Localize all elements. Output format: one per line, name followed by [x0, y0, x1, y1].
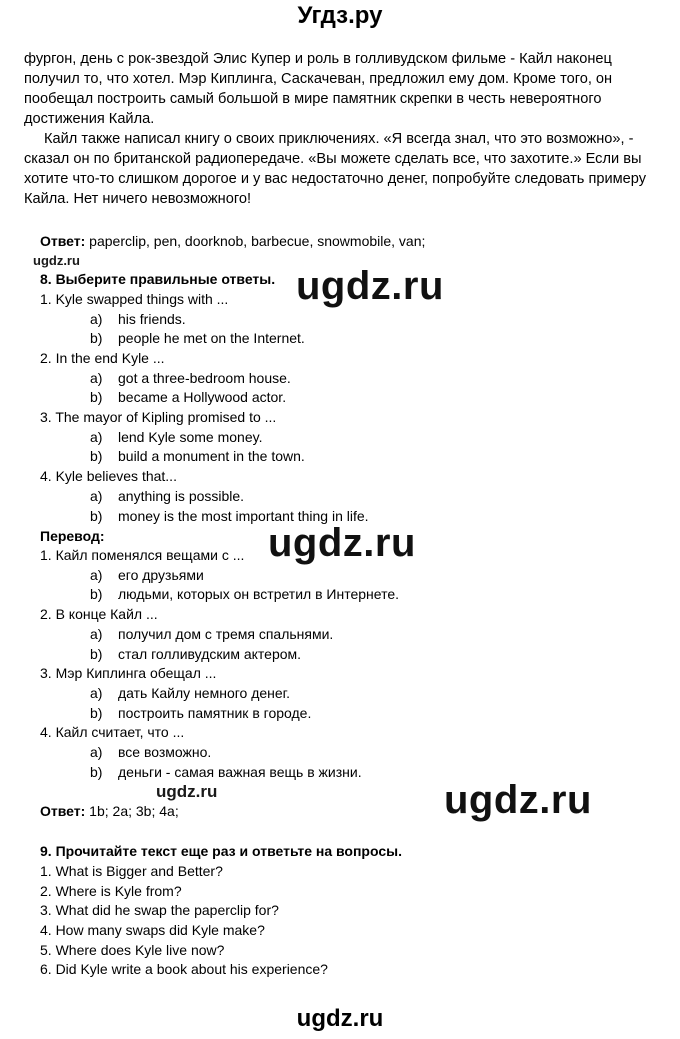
- option-a: [90, 368, 291, 388]
- watermark-big: ugdz.ru: [296, 264, 444, 308]
- option-letter: a): [90, 744, 103, 760]
- option-letter: a): [90, 685, 103, 701]
- option-letter: a): [90, 370, 103, 386]
- option-text: его друзьями: [118, 567, 204, 583]
- translation-option-b: [90, 762, 362, 782]
- option-text: стал голливудским актером.: [118, 646, 302, 662]
- answer-label: Ответ:: [40, 233, 86, 249]
- answer-text: paperclip, pen, doorknob, barbecue, snowmobile, van;: [85, 233, 426, 249]
- story-paragraph: фургон, день с рок-звездой Элис Купер и роль в голливудском фильме - Кайл наконец получил то, что хотел. Мэр Киплинга, Саскачеван, предложил ему дом. Кроме того, он пообещал построить самый большой в мире памятник скрепки в честь невероятного достижения Кайла.: [24, 51, 613, 127]
- option-letter: b): [90, 448, 103, 464]
- option-text: построить памятник в городе.: [118, 705, 312, 721]
- translation-option-a: [90, 565, 204, 585]
- answer-label: Ответ:: [40, 803, 86, 819]
- story-text: [24, 49, 664, 209]
- option-text: получил дом с тремя спальнями.: [118, 626, 334, 642]
- option-letter: a): [90, 567, 103, 583]
- translation-question: 2. В конце Кайл ...: [40, 606, 158, 622]
- option-letter: a): [90, 488, 103, 504]
- answer-8: [40, 801, 179, 821]
- option-letter: b): [90, 389, 103, 405]
- option-a: [90, 486, 244, 506]
- option-letter: b): [90, 508, 103, 524]
- option-text: все возможно.: [118, 744, 212, 760]
- question: 6. Did Kyle write a book about his experience?: [40, 961, 328, 977]
- option-letter: a): [90, 429, 103, 445]
- option-b: [90, 387, 286, 407]
- question: 2. In the end Kyle ...: [40, 350, 165, 366]
- site-title: Угдз.ру: [297, 2, 383, 29]
- option-letter: b): [90, 586, 103, 602]
- option-text: got a three-bedroom house.: [118, 370, 291, 386]
- question: 1. What is Bigger and Better?: [40, 863, 223, 879]
- translation-question: 4. Кайл считает, что ...: [40, 724, 185, 740]
- translation-option-b: [90, 644, 301, 664]
- watermark-footer: ugdz.ru: [296, 1005, 384, 1032]
- option-letter: b): [90, 330, 103, 346]
- translation-option-a: [90, 742, 211, 762]
- question: 3. The mayor of Kipling promised to ...: [40, 409, 277, 425]
- option-letter: b): [90, 705, 103, 721]
- question: 2. Where is Kyle from?: [40, 883, 182, 899]
- option-letter: a): [90, 311, 103, 327]
- watermark-big: ugdz.ru: [444, 778, 592, 822]
- answer-7: [40, 231, 425, 251]
- question: 4. Kyle believes that...: [40, 468, 177, 484]
- option-text: lend Kyle some money.: [118, 429, 263, 445]
- option-letter: a): [90, 626, 103, 642]
- question: 4. How many swaps did Kyle make?: [40, 922, 265, 938]
- option-text: people he met on the Internet.: [118, 330, 305, 346]
- translation-question: 1. Кайл поменялся вещами с ...: [40, 547, 245, 563]
- option-text: деньги - самая важная вещь в жизни.: [118, 764, 362, 780]
- option-text: дать Кайлу немного денег.: [118, 685, 290, 701]
- option-text: build a monument in the town.: [118, 448, 305, 464]
- translation-option-a: [90, 683, 290, 703]
- option-text: money is the most important thing in life.: [118, 508, 369, 524]
- option-b: [90, 328, 305, 348]
- translation-option-b: [90, 584, 399, 604]
- option-text: became a Hollywood actor.: [118, 389, 287, 405]
- watermark-small: ugdz.ru: [33, 253, 80, 268]
- option-a: [90, 427, 262, 447]
- option-text: anything is possible.: [118, 488, 245, 504]
- question: 3. What did he swap the paperclip for?: [40, 902, 279, 918]
- translation-option-b: [90, 703, 311, 723]
- story-paragraph: Кайл также написал книгу о своих приключениях. «Я всегда знал, что это возможно», - сказал он по британской радиопередаче. «Вы можете сделать все, что захотите.» Если вы хотите что-то слишком дорогое и у вас недостаточно денег, попробуйте следовать примеру Кайла. Нет ничего невозможного!: [24, 131, 647, 207]
- option-b: [90, 446, 305, 466]
- translation-label: Перевод:: [40, 528, 105, 544]
- watermark-small: ugdz.ru: [156, 782, 218, 801]
- option-letter: b): [90, 646, 103, 662]
- question: 1. Kyle swapped things with ...: [40, 291, 229, 307]
- option-text: his friends.: [118, 311, 186, 327]
- exercise-9-heading: 9. Прочитайте текст еще раз и ответьте на вопросы.: [40, 843, 402, 859]
- translation-question: 3. Мэр Киплинга обещал ...: [40, 665, 217, 681]
- question: 5. Where does Kyle live now?: [40, 942, 225, 958]
- option-letter: b): [90, 764, 103, 780]
- option-a: [90, 309, 186, 329]
- exercise-8-heading: 8. Выберите правильные ответы.: [40, 271, 276, 287]
- translation-option-a: [90, 624, 333, 644]
- answer-text: 1b; 2a; 3b; 4a;: [85, 803, 179, 819]
- watermark-big: ugdz.ru: [268, 521, 416, 565]
- option-text: людьми, которых он встретил в Интернете.: [118, 586, 400, 602]
